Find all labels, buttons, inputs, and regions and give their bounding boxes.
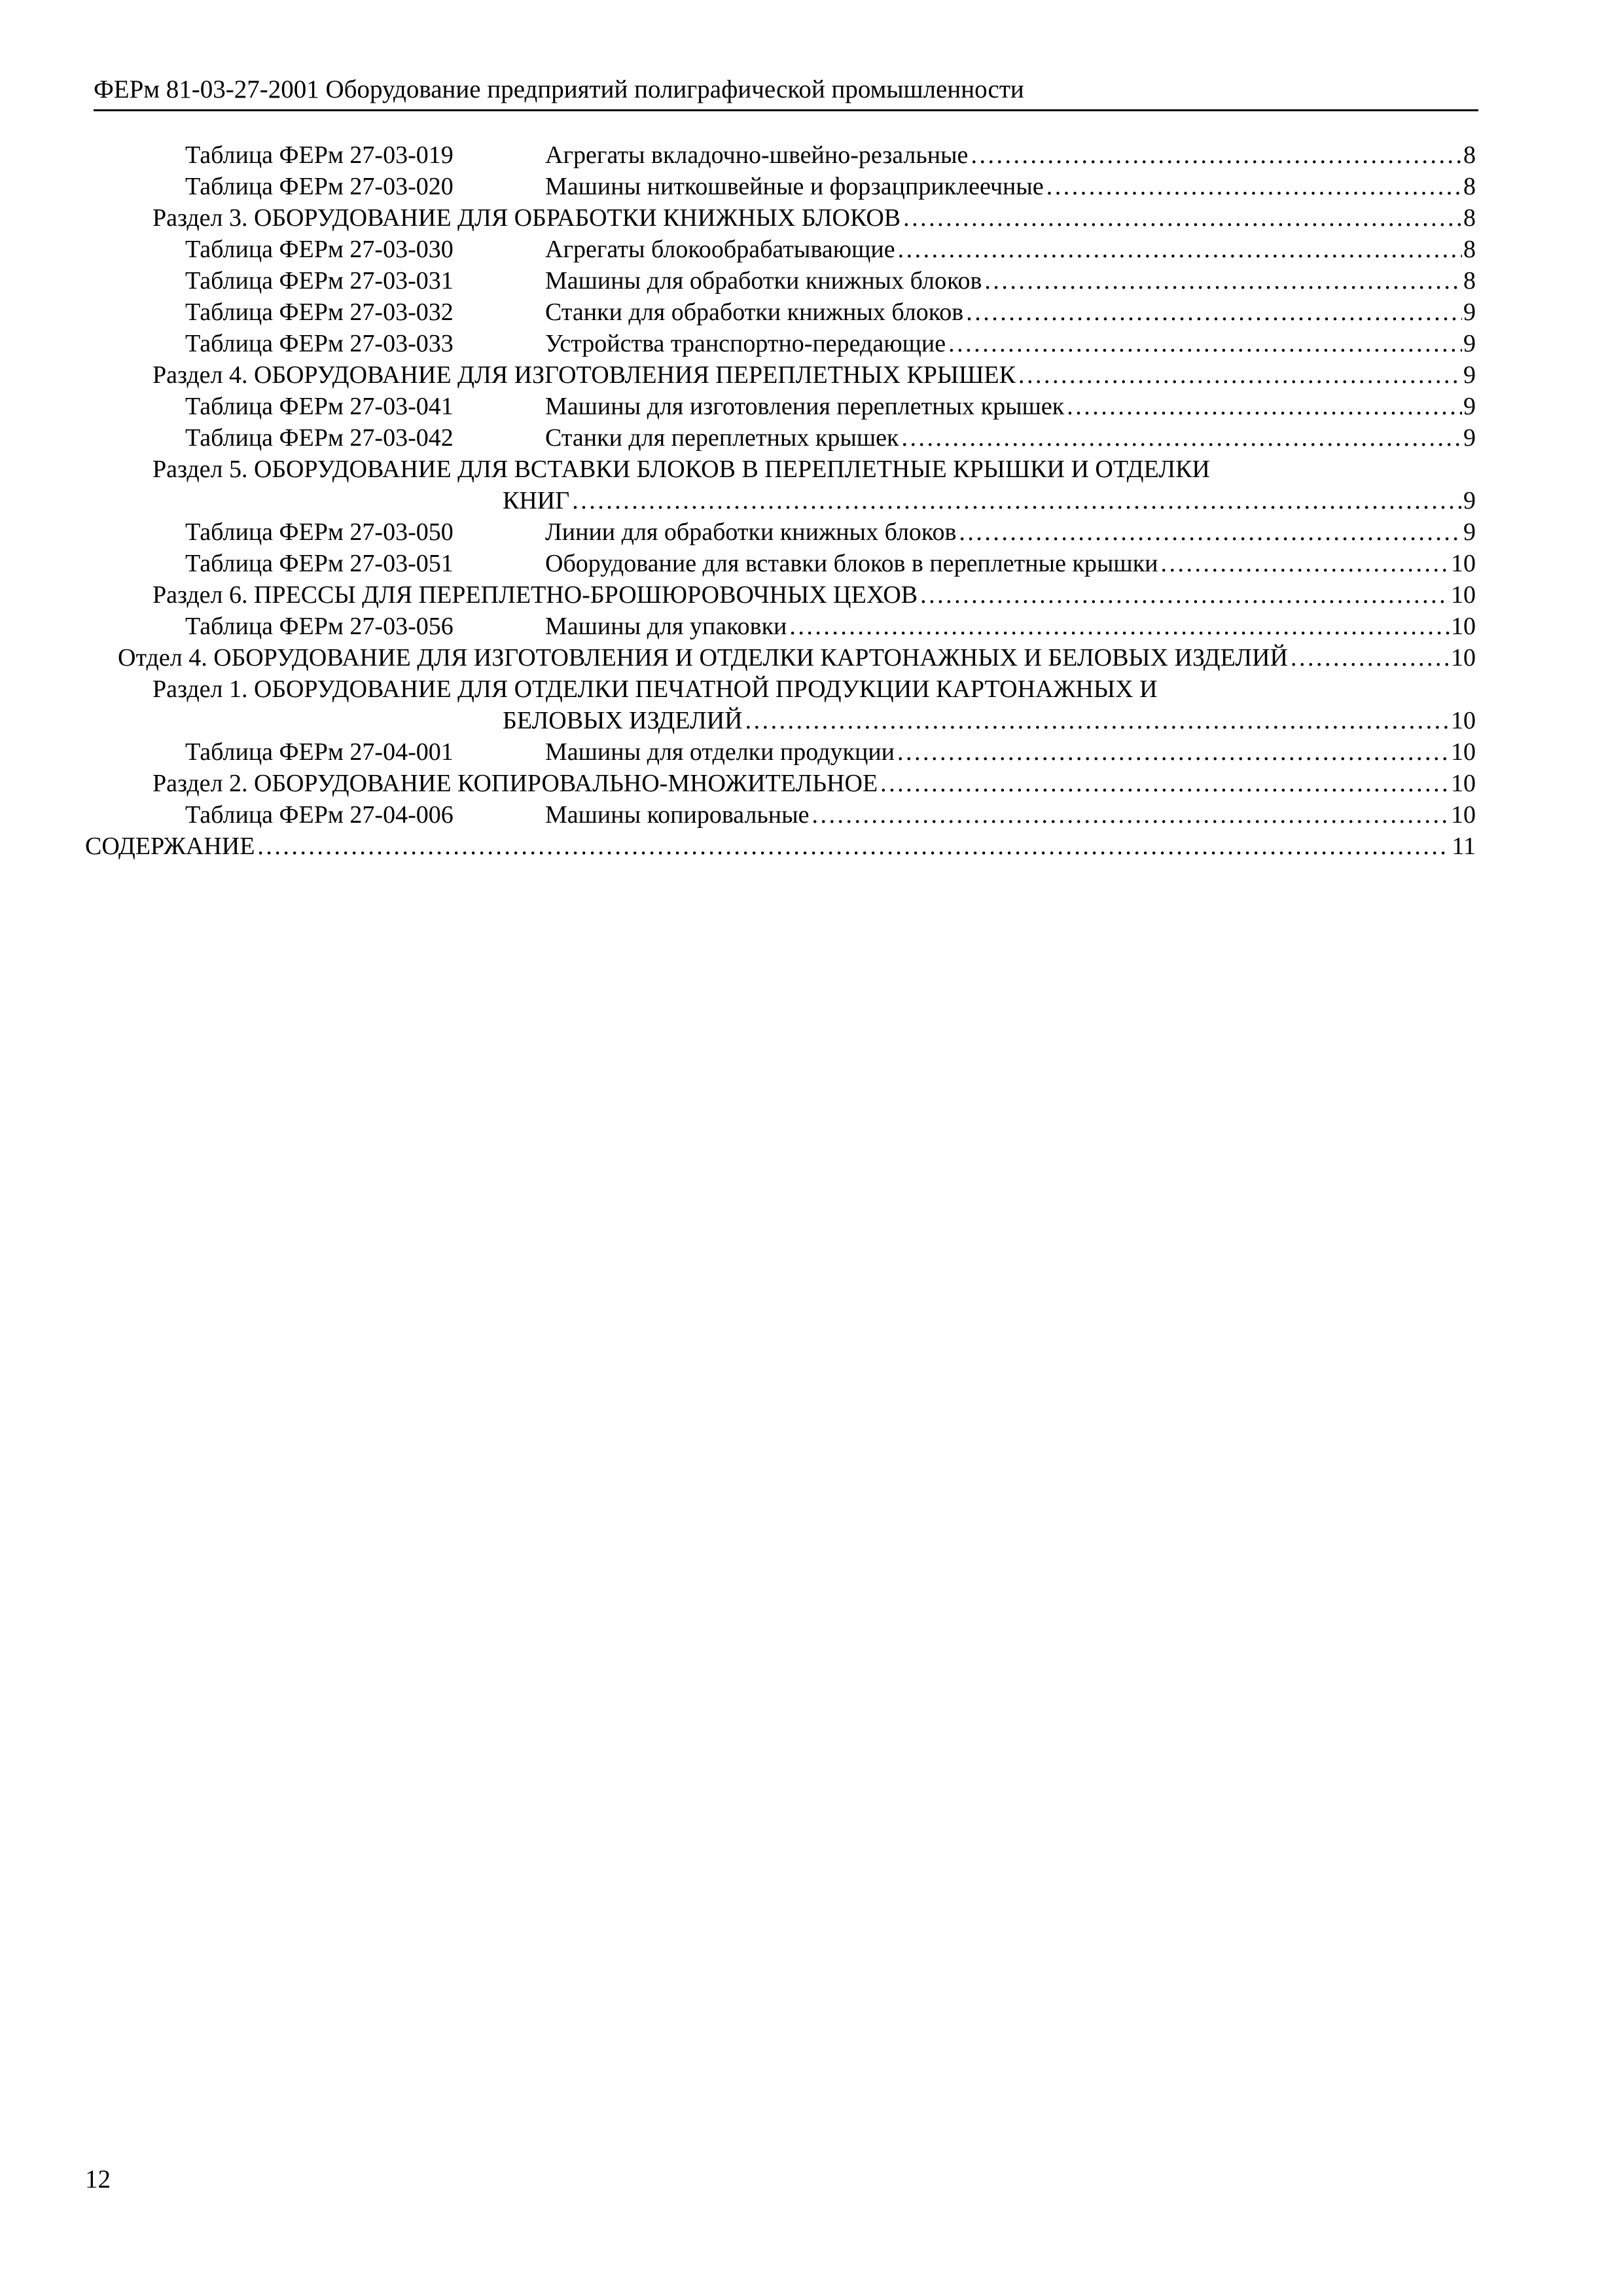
toc-entry-title-continued: КНИГ xyxy=(503,487,570,514)
toc-entry[interactable] xyxy=(185,171,1476,202)
toc-entry-code: Таблица ФЕРм 27-03-032 xyxy=(185,298,454,326)
toc-entry-page: 8 xyxy=(1463,236,1476,263)
toc-entry[interactable] xyxy=(185,296,1476,328)
dot-leader xyxy=(1046,171,1462,202)
toc-entry-page: 9 xyxy=(1463,330,1476,357)
toc-entry-code: Таблица ФЕРм 27-04-001 xyxy=(185,738,454,766)
toc-entry-page: 9 xyxy=(1463,361,1476,389)
toc-section-entry[interactable] xyxy=(152,768,1476,799)
toc-section-entry[interactable] xyxy=(152,202,1476,234)
running-header: ФЕРм 81-03-27-2001 Оборудование предприятий полиграфической промышленности xyxy=(94,75,1024,103)
toc-entry-title: Станки для переплетных крышек xyxy=(545,424,899,452)
toc-entry-code: Таблица ФЕРм 27-03-051 xyxy=(185,550,454,577)
toc-entry-page: 10 xyxy=(1451,707,1476,734)
toc-entry-code: Таблица ФЕРм 27-03-041 xyxy=(185,393,454,420)
toc-entry-title: Машины для изготовления переплетных крышек xyxy=(545,393,1065,420)
toc-entry[interactable] xyxy=(185,328,1476,359)
toc-entry-code: Таблица ФЕРм 27-03-019 xyxy=(185,141,454,169)
toc-entry-title: Машины копировальные xyxy=(545,801,810,829)
dot-leader xyxy=(901,422,1462,454)
toc-entry-title: Раздел 2. ОБОРУДОВАНИЕ КОПИРОВАЛЬНО-МНОЖИТЕЛЬНОЕ xyxy=(152,770,878,797)
toc-entry[interactable] xyxy=(185,234,1476,265)
toc-entry-title: Агрегаты блокообрабатывающие xyxy=(545,236,895,263)
dot-leader xyxy=(903,202,1462,234)
toc-entry-page: 10 xyxy=(1451,644,1476,672)
dot-leader xyxy=(572,485,1462,516)
toc-entry-title: Раздел 6. ПРЕССЫ ДЛЯ ПЕРЕПЛЕТНО-БРОШЮРОВОЧНЫХ ЦЕХОВ xyxy=(152,581,918,609)
toc-entry-page: 11 xyxy=(1452,833,1476,860)
dot-leader xyxy=(1161,548,1450,579)
toc-entry-page: 10 xyxy=(1451,550,1476,577)
dot-leader xyxy=(966,296,1462,328)
toc-entry-title: Станки для обработки книжных блоков xyxy=(545,298,964,326)
toc-entry[interactable] xyxy=(185,516,1476,548)
toc-entry-title: Раздел 4. ОБОРУДОВАНИЕ ДЛЯ ИЗГОТОВЛЕНИЯ ПЕРЕПЛЕТНЫХ КРЫШЕК xyxy=(152,361,1016,389)
dot-leader xyxy=(898,234,1462,265)
toc-entry-page: 10 xyxy=(1451,738,1476,766)
toc-entry-code: Таблица ФЕРм 27-04-006 xyxy=(185,801,454,829)
page-number: 12 xyxy=(85,2165,111,2193)
toc-entry-title: Оборудование для вставки блоков в переплетные крышки xyxy=(545,550,1158,577)
toc-entry-page: 8 xyxy=(1463,141,1476,169)
toc-entry-page: 9 xyxy=(1463,487,1476,514)
dot-leader xyxy=(948,328,1462,359)
toc-entry-page: 8 xyxy=(1463,267,1476,295)
dot-leader xyxy=(920,579,1450,611)
toc-department-entry[interactable] xyxy=(118,642,1476,673)
toc-entry-title: Машины для упаковки xyxy=(545,613,787,640)
toc-entry-title-continued: БЕЛОВЫХ ИЗДЕЛИЙ xyxy=(503,707,743,734)
toc-entry-page: 10 xyxy=(1451,581,1476,609)
toc-entry[interactable] xyxy=(185,548,1476,579)
dot-leader xyxy=(1291,642,1450,673)
dot-leader xyxy=(812,799,1450,831)
toc-section-entry[interactable] xyxy=(503,485,1476,516)
dot-leader xyxy=(1067,391,1462,422)
dot-leader xyxy=(789,611,1450,642)
toc-entry-title: Машины для отделки продукции xyxy=(545,738,895,766)
dot-leader xyxy=(257,831,1450,862)
toc-entry-title: Машины для обработки книжных блоков xyxy=(545,267,982,295)
dot-leader xyxy=(745,705,1450,736)
toc-entry[interactable] xyxy=(185,611,1476,642)
toc-entry[interactable] xyxy=(185,139,1476,171)
toc-entry-code: Таблица ФЕРм 27-03-020 xyxy=(185,173,454,200)
toc-entry-code: Таблица ФЕРм 27-03-030 xyxy=(185,236,454,263)
toc-entry-page: 10 xyxy=(1451,613,1476,640)
toc-entry-code: Таблица ФЕРм 27-03-033 xyxy=(185,330,454,357)
toc-entry-title: Устройства транспортно-передающие xyxy=(545,330,946,357)
toc-entry-page: 8 xyxy=(1463,204,1476,232)
dot-leader xyxy=(984,265,1462,296)
toc-entry-code: Таблица ФЕРм 27-03-042 xyxy=(185,424,454,452)
toc-section-entry[interactable] xyxy=(503,705,1476,736)
toc-entry-page: 9 xyxy=(1463,424,1476,452)
toc-entry[interactable] xyxy=(185,391,1476,422)
dot-leader xyxy=(959,516,1462,548)
toc-section-title-line1[interactable]: Раздел 1. ОБОРУДОВАНИЕ ДЛЯ ОТДЕЛКИ ПЕЧАТНОЙ ПРОДУКЦИИ КАРТОНАЖНЫХ И xyxy=(152,675,1158,703)
toc-entry[interactable] xyxy=(185,422,1476,454)
toc-entry-page: 8 xyxy=(1463,173,1476,200)
toc-section-entry[interactable] xyxy=(152,579,1476,611)
toc-entry[interactable] xyxy=(185,799,1476,831)
toc-entry-code: Таблица ФЕРм 27-03-056 xyxy=(185,613,454,640)
toc-entry[interactable] xyxy=(185,265,1476,296)
toc-entry-title: Линии для обработки книжных блоков xyxy=(545,518,957,546)
toc-entry-title: Раздел 3. ОБОРУДОВАНИЕ ДЛЯ ОБРАБОТКИ КНИЖНЫХ БЛОКОВ xyxy=(152,204,901,232)
header-rule xyxy=(94,109,1478,111)
toc-entry-title: Агрегаты вкладочно-швейно-резальные xyxy=(545,141,969,169)
toc-entry-title: СОДЕРЖАНИЕ xyxy=(85,833,255,860)
toc-entry-title: Отдел 4. ОБОРУДОВАНИЕ ДЛЯ ИЗГОТОВЛЕНИЯ И ОТДЕЛКИ КАРТОНАЖНЫХ И БЕЛОВЫХ ИЗДЕЛИЙ xyxy=(118,644,1288,672)
dot-leader xyxy=(971,139,1462,171)
toc-entry-page: 10 xyxy=(1451,770,1476,797)
toc-contents-entry[interactable] xyxy=(85,831,1476,862)
toc-entry-page: 10 xyxy=(1451,801,1476,829)
toc-section-title-line1[interactable]: Раздел 5. ОБОРУДОВАНИЕ ДЛЯ ВСТАВКИ БЛОКОВ В ПЕРЕПЛЕТНЫЕ КРЫШКИ И ОТДЕЛКИ xyxy=(152,456,1210,483)
dot-leader xyxy=(880,768,1450,799)
toc-entry-code: Таблица ФЕРм 27-03-050 xyxy=(185,518,454,546)
toc-entry[interactable] xyxy=(185,736,1476,768)
dot-leader xyxy=(897,736,1450,768)
toc-entry-page: 9 xyxy=(1463,518,1476,546)
toc-entry-page: 9 xyxy=(1463,298,1476,326)
toc-entry-page: 9 xyxy=(1463,393,1476,420)
toc-section-entry[interactable] xyxy=(152,359,1476,391)
toc-entry-title: Машины ниткошвейные и форзацприклеечные xyxy=(545,173,1044,200)
dot-leader xyxy=(1018,359,1462,391)
toc-entry-code: Таблица ФЕРм 27-03-031 xyxy=(185,267,454,295)
